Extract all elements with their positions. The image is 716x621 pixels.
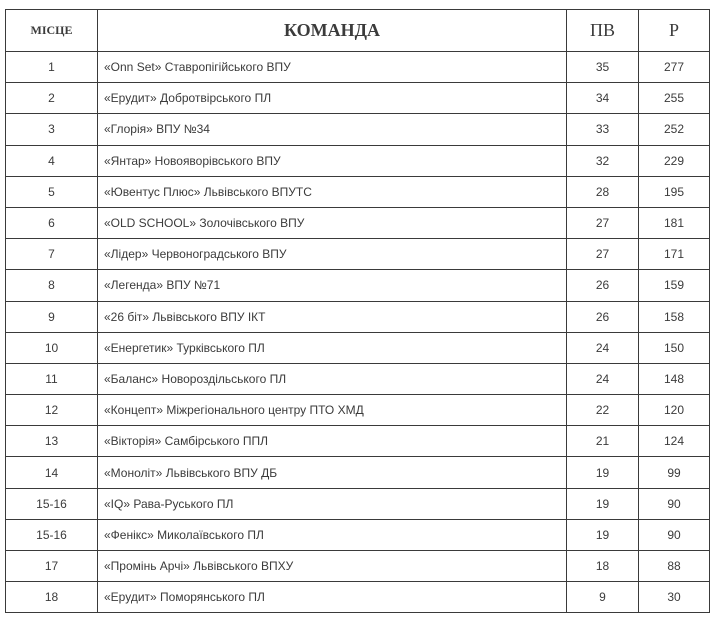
cell-r: 195 <box>639 176 710 207</box>
cell-pv: 28 <box>567 176 639 207</box>
cell-pv: 19 <box>567 457 639 488</box>
table-row <box>6 582 710 613</box>
cell-place: 12 <box>6 395 98 426</box>
cell-pv: 33 <box>567 114 639 145</box>
table-row <box>6 426 710 457</box>
cell-pv: 9 <box>567 582 639 613</box>
cell-team: «OLD SCHOOL» Золочівського ВПУ <box>98 207 567 238</box>
table-body <box>6 52 710 613</box>
cell-place: 9 <box>6 301 98 332</box>
cell-place: 10 <box>6 332 98 363</box>
cell-team: «Лідер» Червоноградського ВПУ <box>98 239 567 270</box>
cell-team: «Енергетик» Турківського ПЛ <box>98 332 567 363</box>
cell-place: 11 <box>6 363 98 394</box>
cell-pv: 24 <box>567 332 639 363</box>
cell-pv: 21 <box>567 426 639 457</box>
table-row <box>6 176 710 207</box>
cell-place: 14 <box>6 457 98 488</box>
cell-place: 18 <box>6 582 98 613</box>
cell-pv: 27 <box>567 207 639 238</box>
cell-r: 90 <box>639 519 710 550</box>
cell-place: 15-16 <box>6 519 98 550</box>
cell-pv: 19 <box>567 519 639 550</box>
cell-place: 17 <box>6 551 98 582</box>
cell-team: «Глорія» ВПУ №34 <box>98 114 567 145</box>
cell-r: 148 <box>639 363 710 394</box>
cell-place: 8 <box>6 270 98 301</box>
table-row <box>6 239 710 270</box>
header-r: Р <box>639 10 710 52</box>
table-row <box>6 207 710 238</box>
cell-team: «26 біт» Львівського ВПУ ІКТ <box>98 301 567 332</box>
cell-r: 30 <box>639 582 710 613</box>
cell-r: 229 <box>639 145 710 176</box>
table-row <box>6 519 710 550</box>
cell-pv: 34 <box>567 83 639 114</box>
cell-pv: 26 <box>567 301 639 332</box>
cell-place: 15-16 <box>6 488 98 519</box>
cell-place: 1 <box>6 52 98 83</box>
cell-team: «Вікторія» Самбірського ППЛ <box>98 426 567 457</box>
table-row <box>6 301 710 332</box>
cell-pv: 19 <box>567 488 639 519</box>
cell-team: «Концепт» Міжрегіонального центру ПТО ХМД <box>98 395 567 426</box>
table-row <box>6 363 710 394</box>
cell-place: 7 <box>6 239 98 270</box>
cell-place: 4 <box>6 145 98 176</box>
cell-r: 124 <box>639 426 710 457</box>
cell-r: 158 <box>639 301 710 332</box>
cell-pv: 32 <box>567 145 639 176</box>
cell-team: «Фенікс» Миколаївського ПЛ <box>98 519 567 550</box>
cell-place: 6 <box>6 207 98 238</box>
table-row <box>6 488 710 519</box>
cell-team: «IQ» Рава-Руського ПЛ <box>98 488 567 519</box>
cell-r: 159 <box>639 270 710 301</box>
results-table <box>5 9 710 613</box>
table-row <box>6 114 710 145</box>
cell-place: 2 <box>6 83 98 114</box>
table-header <box>6 10 710 52</box>
cell-pv: 26 <box>567 270 639 301</box>
cell-place: 5 <box>6 176 98 207</box>
cell-team: «Onn Set» Ставропігійського ВПУ <box>98 52 567 83</box>
cell-r: 99 <box>639 457 710 488</box>
cell-team: «Ерудит» Поморянського ПЛ <box>98 582 567 613</box>
table-row <box>6 551 710 582</box>
cell-r: 150 <box>639 332 710 363</box>
cell-team: «Моноліт» Львівського ВПУ ДБ <box>98 457 567 488</box>
cell-pv: 18 <box>567 551 639 582</box>
header-team: КОМАНДА <box>98 10 567 52</box>
cell-r: 255 <box>639 83 710 114</box>
table-row <box>6 52 710 83</box>
cell-pv: 27 <box>567 239 639 270</box>
cell-r: 88 <box>639 551 710 582</box>
cell-team: «Ерудит» Добротвірського ПЛ <box>98 83 567 114</box>
cell-r: 120 <box>639 395 710 426</box>
cell-team: «Баланс» Новороздільського ПЛ <box>98 363 567 394</box>
cell-pv: 22 <box>567 395 639 426</box>
cell-team: «Легенда» ВПУ №71 <box>98 270 567 301</box>
cell-team: «Промінь Арчі» Львівського ВПХУ <box>98 551 567 582</box>
cell-r: 90 <box>639 488 710 519</box>
table-row <box>6 457 710 488</box>
cell-r: 171 <box>639 239 710 270</box>
table-row <box>6 270 710 301</box>
cell-pv: 24 <box>567 363 639 394</box>
cell-place: 13 <box>6 426 98 457</box>
header-place: МІСЦЕ <box>6 10 98 52</box>
table-row <box>6 395 710 426</box>
table-row <box>6 332 710 363</box>
cell-r: 277 <box>639 52 710 83</box>
table-row <box>6 145 710 176</box>
cell-r: 181 <box>639 207 710 238</box>
cell-pv: 35 <box>567 52 639 83</box>
header-row <box>6 10 710 52</box>
cell-team: «Янтар» Новояворівського ВПУ <box>98 145 567 176</box>
table-row <box>6 83 710 114</box>
header-pv: ПВ <box>567 10 639 52</box>
cell-r: 252 <box>639 114 710 145</box>
cell-team: «Ювентус Плюс» Львівського ВПУТС <box>98 176 567 207</box>
cell-place: 3 <box>6 114 98 145</box>
